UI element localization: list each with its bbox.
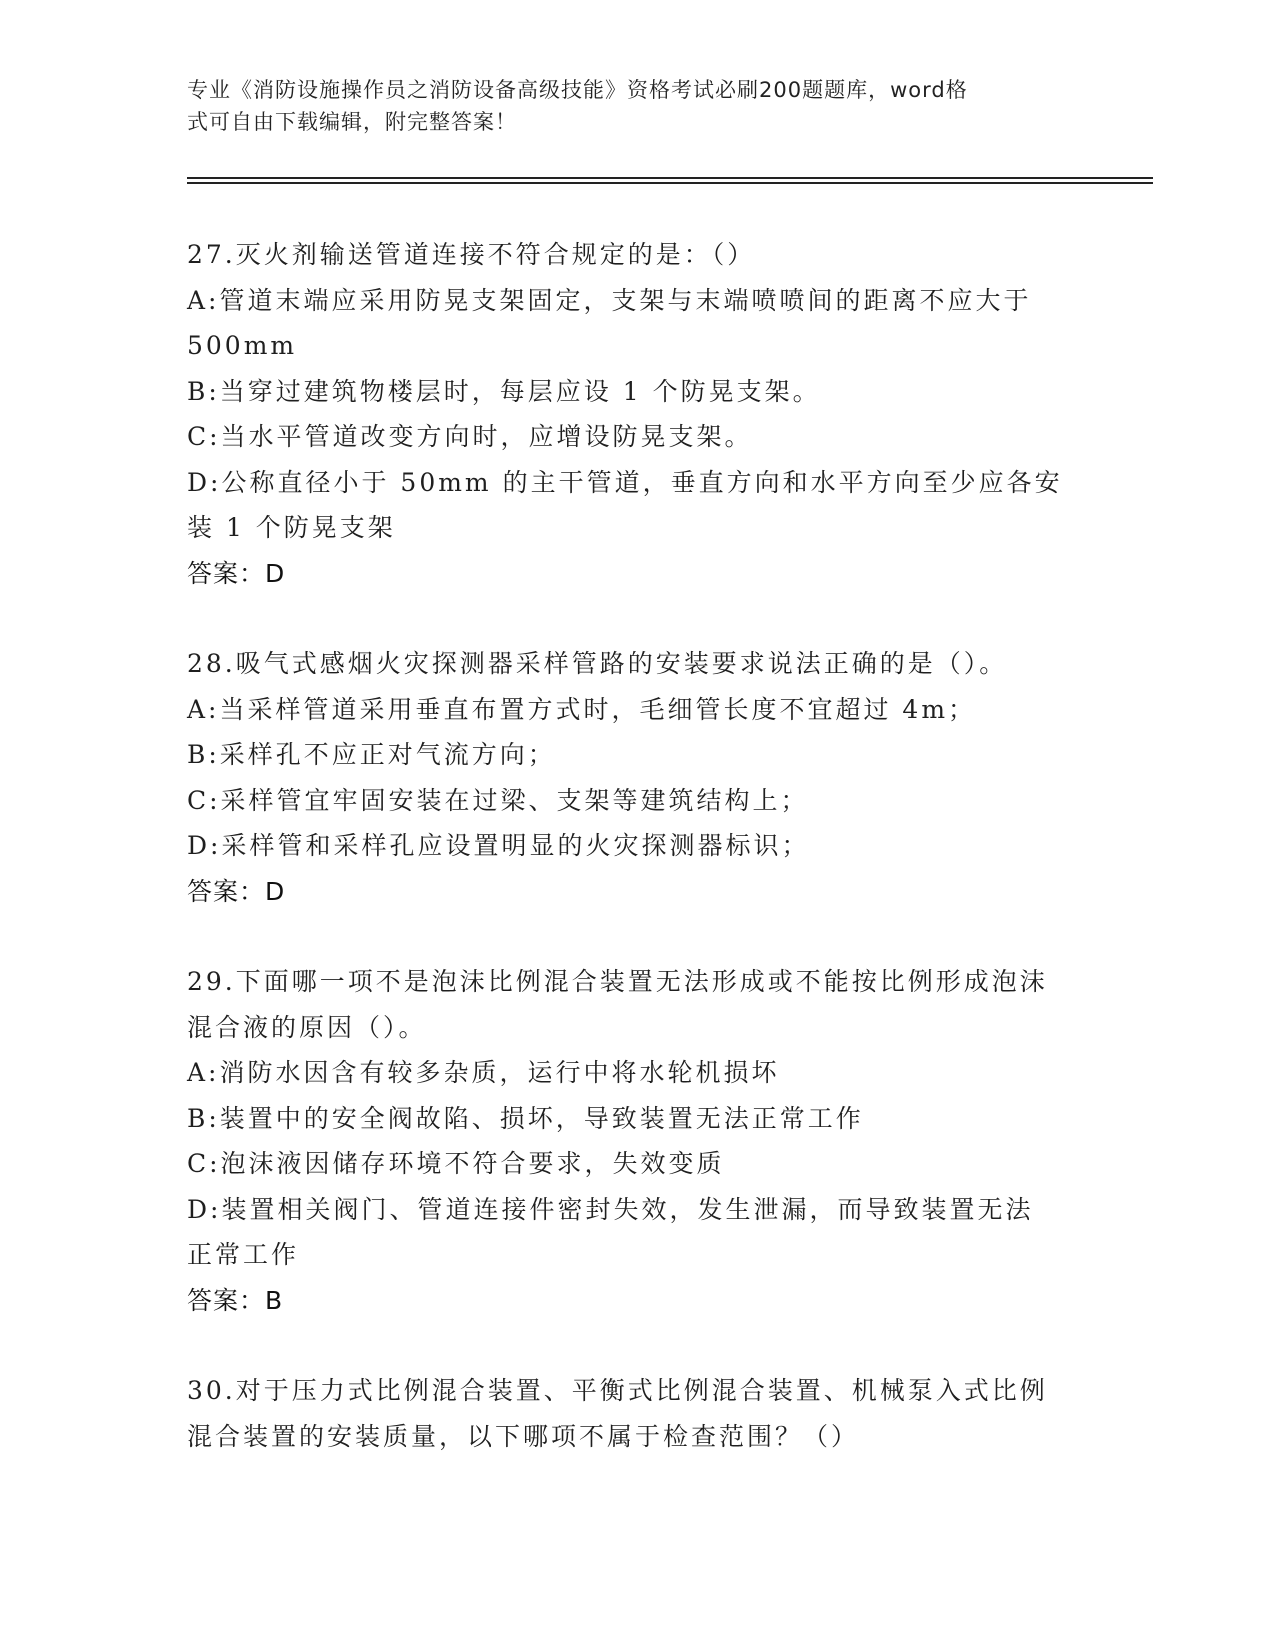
option-a-continued: 500mm (187, 331, 298, 360)
option-b: B:采样孔不应正对气流方向； (187, 740, 556, 769)
option-a: A:当采样管道采用垂直布置方式时，毛细管长度不宜超过 4m； (187, 694, 977, 724)
option-b: B:当穿过建筑物楼层时，每层应设 1 个防晃支架。 (187, 376, 821, 406)
answer-label: 答案：D (187, 876, 286, 906)
header-line-1: 专业《消防设施操作员之消防设备高级技能》资格考试必刷200题题库，word格 (187, 78, 968, 102)
question-29 (187, 959, 1087, 1323)
header-line-2: 式可自由下载编辑，附完整答案！ (187, 110, 517, 134)
question-28 (187, 641, 1087, 914)
option-c: C:泡沫液因储存环境不符合要求，失效变质 (187, 1149, 725, 1178)
option-d: D:装置相关阀门、管道连接件密封失效，发生泄漏，而导致装置无法 (187, 1194, 1034, 1224)
question-27 (187, 232, 1087, 596)
option-d: D:公称直径小于 50mm 的主干管道，垂直方向和水平方向至少应各安 (187, 467, 1063, 497)
option-d-continued: 装 1 个防晃支架 (187, 513, 396, 542)
option-a: A:消防水因含有较多杂质，运行中将水轮机损坏 (187, 1058, 780, 1087)
option-d: D:采样管和采样孔应设置明显的火灾探测器标识； (187, 831, 810, 860)
answer-label: 答案：D (187, 558, 286, 588)
question-30 (187, 1368, 1087, 1459)
question-list (187, 232, 1087, 1504)
question-text: 29.下面哪一项不是泡沫比例混合装置无法形成或不能按比例形成泡沫 (187, 967, 1048, 996)
question-text: 27.灭火剂输送管道连接不符合规定的是：（） (187, 240, 756, 269)
option-a: A:管道末端应采用防晃支架固定，支架与末端喷喷间的距离不应大于 (187, 285, 1032, 315)
question-text-continued: 混合装置的安装质量，以下哪项不属于检查范围？（） (187, 1421, 860, 1451)
question-text: 28.吸气式感烟火灾探测器采样管路的安装要求说法正确的是（）。 (187, 649, 1008, 678)
option-c: C:采样管宜牢固安装在过梁、支架等建筑结构上； (187, 785, 809, 815)
option-c: C:当水平管道改变方向时，应增设防晃支架。 (187, 422, 753, 451)
option-d-continued: 正常工作 (187, 1240, 300, 1269)
document-header (187, 74, 1067, 138)
answer-label: 答案：B (187, 1285, 284, 1315)
question-text: 30.对于压力式比例混合装置、平衡式比例混合装置、机械泵入式比例 (187, 1376, 1048, 1405)
header-divider-top (187, 177, 1153, 179)
option-b: B:装置中的安全阀故陷、损坏，导致装置无法正常工作 (187, 1103, 864, 1133)
question-text-continued: 混合液的原因（）。 (187, 1012, 427, 1042)
header-divider-bottom (187, 182, 1153, 184)
